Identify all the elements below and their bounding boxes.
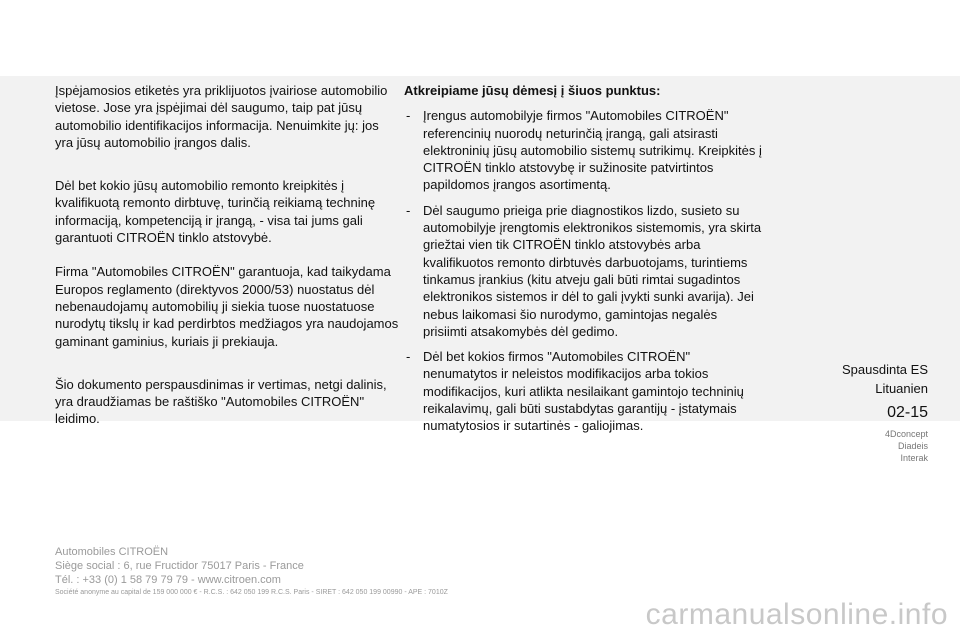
company-name: Automobiles CITROËN bbox=[55, 546, 169, 558]
list-item bbox=[404, 107, 764, 193]
right-column bbox=[404, 82, 764, 443]
attention-list bbox=[404, 107, 764, 434]
company-address: Siège social : 6, rue Fructidor 75017 Paris - France bbox=[55, 560, 304, 572]
list-item-text: Įrengus automobilyje firmos "Automobiles CITROËN" referencinių nuorodų neturinčią įrangą, gali atsirasti elektroninių jūsų automobilio sistemų sutrikimų. Kreipkitės į CITROËN tinklo atstovybę ir sužinosite patvirtintos papildomos įrangos asortimentą. bbox=[423, 108, 762, 193]
list-item bbox=[404, 348, 764, 434]
paragraph-copyright: Šio dokumento perspausdinimas ir vertimas, netgi dalinis, yra draudžiamas be raštiško "Automobiles CITROËN" leidimo. bbox=[55, 376, 387, 427]
list-item-text: Dėl bet kokios firmos "Automobiles CITROËN" nenumatytos ir neleistos modifikacijos arba tokios modifikacijos, kuri atlikta nesilaikant gamintojo techninių reikalavimų, gali būti sustabdytas garantijų - įstatymais numatytosios ir sutartinės - galiojimas. bbox=[423, 349, 744, 434]
print-region: Spausdinta ES bbox=[841, 362, 928, 377]
paragraph-warning-labels: Įspėjamosios etiketės yra priklijuotos įvairiose automobilio vietose. Jose yra įspėjimai dėl saugumo, taip pat jūsų automobilio identifikacijos informacija. Nenuimkite jų: jos yra jūsų automobilio įrangos dalis. bbox=[55, 83, 388, 150]
bullet-dash: - bbox=[406, 202, 411, 218]
company-phone: Tél. : +33 (0) 1 58 79 79 79 - www.citroen.com bbox=[55, 574, 281, 586]
credit-diadeis: Diadeis bbox=[897, 441, 928, 451]
company-footer bbox=[55, 545, 448, 598]
attention-heading: Atkreipiame jūsų dėmesį į šiuos punktus: bbox=[404, 83, 661, 98]
print-language: Lituanien bbox=[875, 381, 928, 396]
credit-4dconcept: 4Dconcept bbox=[884, 429, 928, 439]
company-legal: Société anonyme au capital de 159 000 000 € - R.C.S. : 642 050 199 R.C.S. Paris - SIRET : 642 050 199 00990 - APE : 7010Z bbox=[55, 589, 448, 596]
bullet-dash: - bbox=[406, 108, 411, 124]
bullet-dash: - bbox=[406, 349, 411, 365]
production-credits bbox=[885, 428, 928, 464]
paragraph-regulation: Firma "Automobiles CITROËN" garantuoja, kad taikydama Europos reglamento (direktyvos 2000/53) nuostatus dėl nebenaudojamų automobilių ji siekia tuose nuostatuose nurodytų tikslų ir kad perdirbtos medžiagos yra naudojamos gaminant gaminius, kuriais ji prekiauja. bbox=[55, 264, 399, 349]
print-info bbox=[842, 360, 928, 398]
list-item-text: Dėl saugumo prieiga prie diagnostikos lizdo, susieto su automobilyje įrengtomis elektronikos sistemomis, yra skirta griežtai vien tik CITROËN tinklo atstovybės arba kvalifikuotos remonto dirbtuvės darbuotojams, turintiems tinkamus įrankius (kitu atveju gali būti rimtai sugadintos elektronikos sistemos ir dėl to gali įvykti sunki avarija). Jei nebus laikomasi šio nurodymo, gamintojas negalės prisiimti atsakomybės dėl gedimo. bbox=[423, 202, 762, 339]
watermark: carmanualsonline.info bbox=[645, 598, 948, 631]
left-column bbox=[55, 82, 400, 428]
paragraph-repair: Dėl bet kokio jūsų automobilio remonto kreipkitės į kvalifikuotą remonto dirbtuvę, turinčią reikiamą techninę informaciją, kompetenciją ir įrangą, - visa tai jums gali garantuoti CITROËN tinklo atstovybė. bbox=[55, 178, 376, 246]
edition-number: 02-15 bbox=[887, 404, 928, 421]
credit-interak: Interak bbox=[900, 453, 928, 463]
list-item bbox=[404, 202, 764, 340]
